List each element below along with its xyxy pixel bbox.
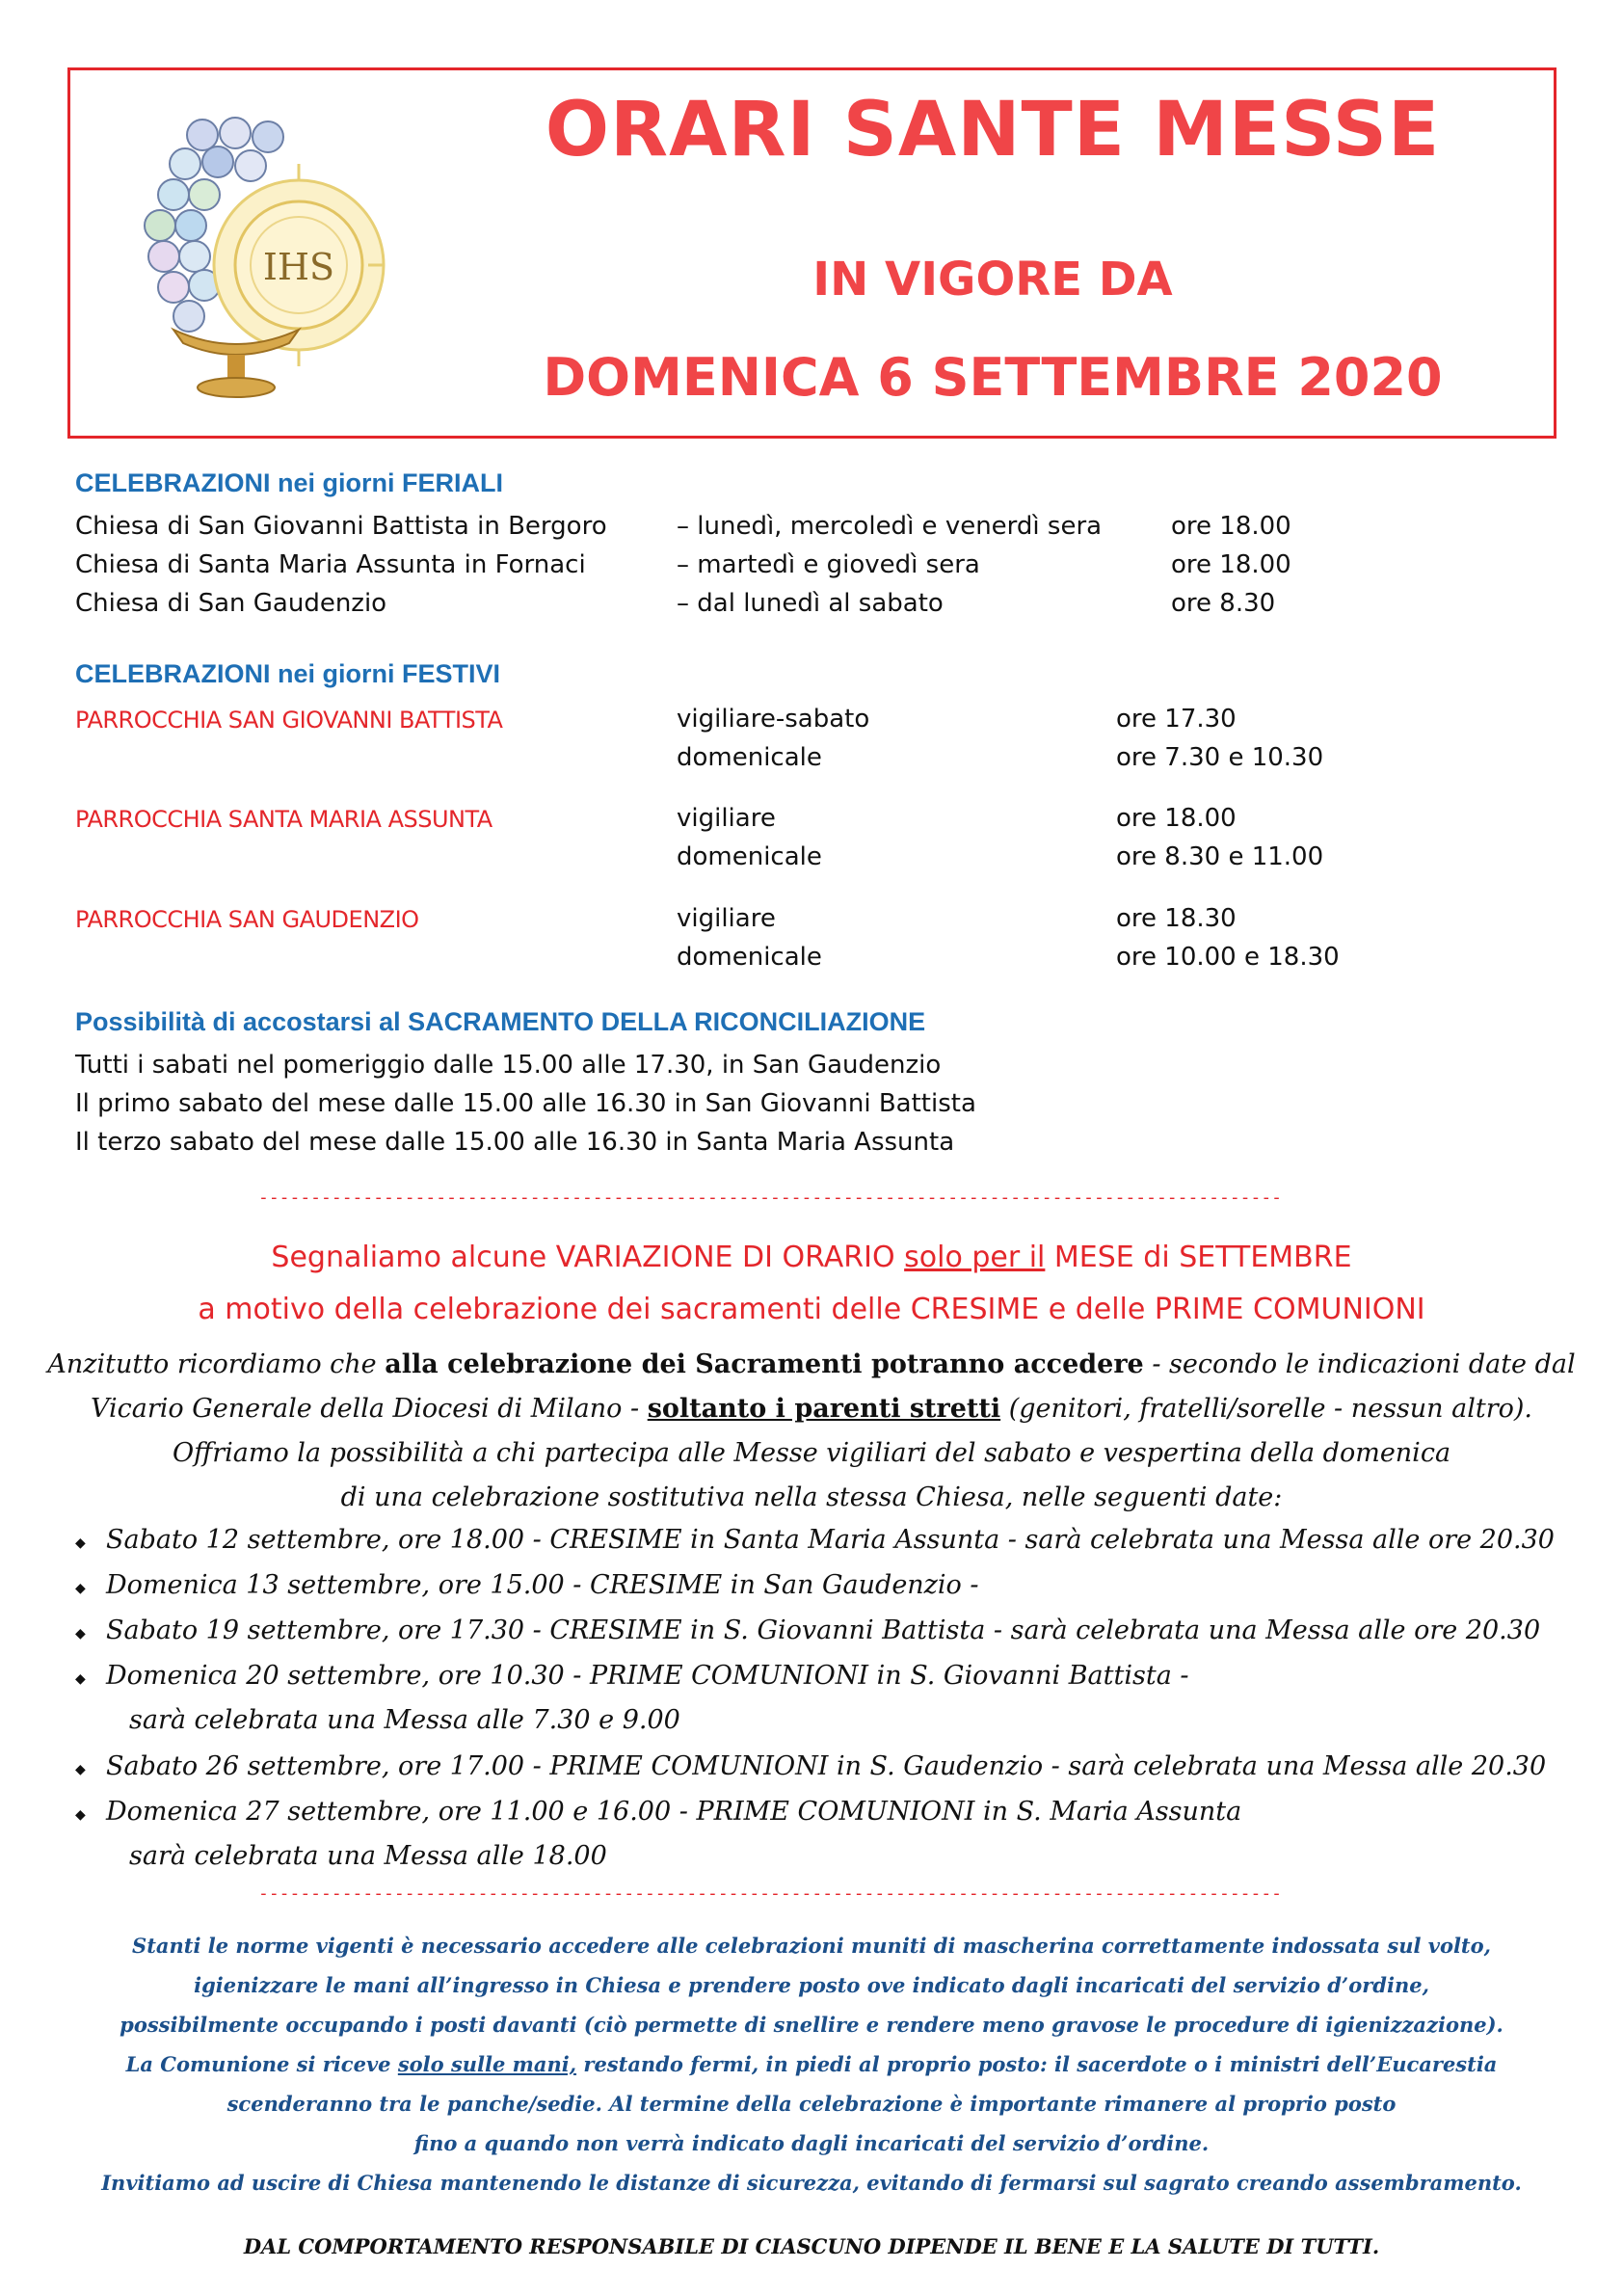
mass-type: vigiliare — [677, 904, 776, 933]
intro-bold: alla celebrazione dei Sacramenti potranno accedere — [385, 1349, 1144, 1379]
svg-text:IHS: IHS — [262, 246, 335, 288]
list-item: Domenica 27 settembre, ore 11.00 e 16.00 - PRIME COMUNIONI in S. Maria Assunta — [106, 1797, 1242, 1827]
norme-underline: solo sulle mani, — [397, 2052, 577, 2076]
mass-time: ore 18.30 — [1116, 904, 1237, 933]
intro-text: Vicario Generale della Diocesi di Milano - — [90, 1394, 648, 1424]
closing-statement: DAL COMPORTAMENTO RESPONSABILE DI CIASCUNO DIPENDE IL BENE E LA SALUTE DI TUTTI. — [243, 2234, 1380, 2258]
norme-text: La Comunione si riceve — [125, 2052, 398, 2076]
host-icon — [214, 164, 384, 366]
list-item: Sabato 26 settembre, ore 17.00 - PRIME COMUNIONI in S. Gaudenzio - sarà celebrata una Messa alle 20.30 — [106, 1751, 1547, 1781]
parish-name: PARROCCHIA SANTA MARIA ASSUNTA — [75, 806, 492, 833]
divider: -------------------------------------------------------------------------------------------------- — [258, 1188, 1283, 1208]
mass-time: ore 18.00 — [1116, 804, 1237, 833]
eucharist-logo — [135, 106, 395, 405]
list-item: Sabato 12 settembre, ore 18.00 - CRESIME in Santa Maria Assunta - sarà celebrata una Messa alle ore 20.30 — [106, 1525, 1555, 1555]
mass-type: domenicale — [677, 842, 822, 871]
divider: -------------------------------------------------------------------------------------------------- — [258, 1883, 1283, 1904]
norme-line — [0, 2052, 1623, 2076]
list-item: Domenica 13 settembre, ore 15.00 - CRESIME in San Gaudenzio - — [106, 1570, 979, 1600]
riconciliazione-line: Tutti i sabati nel pomeriggio dalle 15.00 alle 17.30, in San Gaudenzio — [75, 1051, 942, 1080]
feriali-heading: CELEBRAZIONI nei giorni FERIALI — [75, 468, 503, 497]
mass-type: domenicale — [677, 743, 822, 772]
variazioni-heading-text: MESE di SETTEMBRE — [1045, 1241, 1352, 1274]
riconciliazione-line: Il primo sabato del mese dalle 15.00 alle 16.30 in San Giovanni Battista — [75, 1089, 976, 1118]
mass-time: ore 17.30 — [1116, 705, 1237, 734]
list-item: Sabato 19 settembre, ore 17.30 - CRESIME in S. Giovanni Battista - sarà celebrata una Messa alle ore 20.30 — [106, 1615, 1541, 1645]
bullet-icon: ◆ — [75, 1581, 86, 1596]
norme-line: igienizzare le mani all’ingresso in Chiesa e prendere posto ove indicato dagli incaricati del servizio d’ordine, — [194, 1973, 1429, 1997]
norme-line: Invitiamo ad uscire di Chiesa mantenendo le distanze di sicurezza, evitando di fermarsi sul sagrato creando assembramento. — [101, 2171, 1522, 2195]
chalice-icon — [173, 330, 299, 397]
mass-type: vigiliare — [677, 804, 776, 833]
bullet-icon: ◆ — [75, 1626, 86, 1642]
parish-name: PARROCCHIA SAN GIOVANNI BATTISTA — [75, 707, 503, 734]
variazioni-heading — [0, 1241, 1623, 1274]
page-title: ORARI SANTE MESSE — [545, 87, 1441, 174]
feriali-church: Chiesa di San Giovanni Battista in Bergoro — [75, 512, 607, 541]
bullet-icon: ◆ — [75, 1807, 86, 1823]
intro-line — [0, 1394, 1623, 1424]
norme-line: scenderanno tra le panche/sedie. Al termine della celebrazione è importante rimanere al proprio posto — [226, 2092, 1397, 2116]
intro-bold-underline: soltanto i parenti stretti — [647, 1394, 1001, 1424]
norme-line: fino a quando non verrà indicato dagli incaricati del servizio d’ordine. — [413, 2131, 1210, 2155]
mass-time: ore 10.00 e 18.30 — [1116, 943, 1340, 972]
feriali-church: Chiesa di Santa Maria Assunta in Fornaci — [75, 550, 586, 579]
effective-date: DOMENICA 6 SETTEMBRE 2020 — [543, 347, 1443, 408]
mass-type: vigiliare-sabato — [677, 705, 870, 734]
festivi-heading: CELEBRAZIONI nei giorni FESTIVI — [75, 659, 501, 688]
list-item: Domenica 20 settembre, ore 10.30 - PRIME COMUNIONI in S. Giovanni Battista - — [106, 1661, 1189, 1691]
mass-time: ore 8.30 e 11.00 — [1116, 842, 1324, 871]
intro-line — [0, 1349, 1623, 1379]
feriali-days: – dal lunedì al sabato — [677, 589, 944, 618]
norme-line: possibilmente occupando i posti davanti (ciò permette di snellire e rendere meno gravose le procedure di igienizzazione). — [120, 2013, 1503, 2037]
variazioni-heading-text: Segnaliamo alcune VARIAZIONE DI ORARIO — [271, 1241, 905, 1274]
intro-line: Offriamo la possibilità a chi partecipa alle Messe vigiliari del sabato e vespertina della domenica — [172, 1438, 1451, 1468]
variazioni-heading-underline: solo per il — [904, 1241, 1046, 1274]
bullet-icon: ◆ — [75, 1535, 86, 1551]
riconciliazione-line: Il terzo sabato del mese dalle 15.00 alle 16.30 in Santa Maria Assunta — [75, 1128, 955, 1157]
intro-text: - secondo le indicazioni date dal — [1143, 1349, 1576, 1379]
list-item-continuation: sarà celebrata una Messa alle 7.30 e 9.00 — [129, 1705, 680, 1735]
norme-line: Stanti le norme vigenti è necessario accedere alle celebrazioni muniti di mascherina correttamente indossata sul volto, — [132, 1934, 1491, 1958]
feriali-church: Chiesa di San Gaudenzio — [75, 589, 387, 618]
norme-text: restando fermi, in piedi al proprio posto: il sacerdote o i ministri dell’Eucarestia — [576, 2052, 1498, 2076]
variazioni-subheading: a motivo della celebrazione dei sacramenti delle CRESIME e delle PRIME COMUNIONI — [198, 1293, 1425, 1326]
list-item-continuation: sarà celebrata una Messa alle 18.00 — [129, 1841, 607, 1871]
page-subtitle: IN VIGORE DA — [812, 253, 1173, 307]
feriali-days: – lunedì, mercoledì e venerdì sera — [677, 512, 1103, 541]
intro-line: di una celebrazione sostitutiva nella stessa Chiesa, nelle seguenti date: — [340, 1482, 1283, 1512]
riconciliazione-heading: Possibilità di accostarsi al SACRAMENTO DELLA RICONCILIAZIONE — [75, 1007, 926, 1036]
feriali-time: ore 18.00 — [1171, 512, 1291, 541]
intro-text: Anzitutto ricordiamo che — [47, 1349, 386, 1379]
feriali-days: – martedì e giovedì sera — [677, 550, 980, 579]
bullet-icon: ◆ — [75, 1671, 86, 1687]
feriali-time: ore 8.30 — [1171, 589, 1276, 618]
intro-text: (genitori, fratelli/sorelle - nessun altro). — [1000, 1394, 1533, 1424]
feriali-time: ore 18.00 — [1171, 550, 1291, 579]
mass-time: ore 7.30 e 10.30 — [1116, 743, 1324, 772]
mass-type: domenicale — [677, 943, 822, 972]
parish-name: PARROCCHIA SAN GAUDENZIO — [75, 906, 419, 933]
bullet-icon: ◆ — [75, 1762, 86, 1777]
